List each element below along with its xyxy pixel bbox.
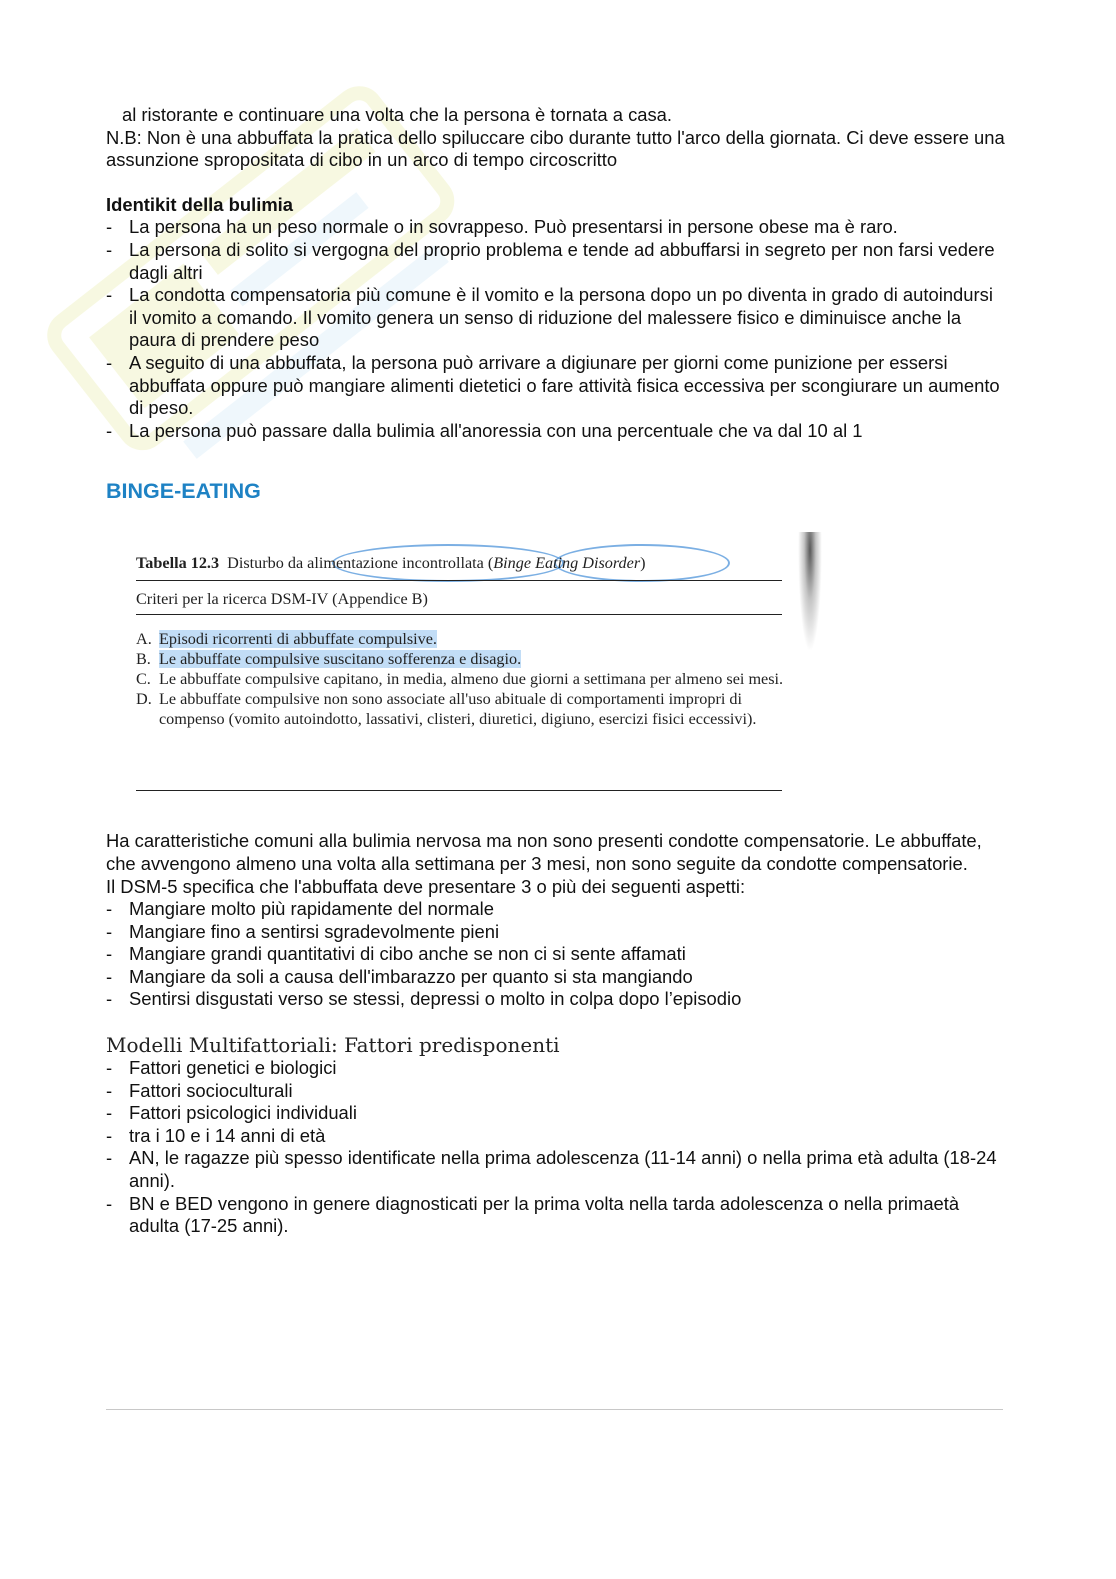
list-item: - Sentirsi disgustati verso se stessi, depressi o molto in colpa dopo l’episodio bbox=[106, 988, 1006, 1011]
list-item: - tra i 10 e i 14 anni di età bbox=[106, 1125, 1006, 1148]
list-item: - Mangiare fino a sentirsi sgradevolmente pieni bbox=[106, 921, 1006, 944]
intro-line-1: al ristorante e continuare una volta che la persona è tornata a casa. bbox=[122, 104, 673, 125]
list-item: - La condotta compensatoria più comune è il vomito e la persona dopo un po diventa in grado di autoindursi il vomito a comando. Il vomito genera un senso di riduzione del malessere fisico e diminuisce anche la paura di prendere peso bbox=[106, 284, 1006, 352]
models-heading: Modelli Multifattoriali: Fattori predisponenti bbox=[106, 1033, 560, 1058]
list-item: - Fattori genetici e biologici bbox=[106, 1057, 1006, 1080]
list-item: - La persona può passare dalla bulimia all'anoressia con una percentuale che va dal 10 al 1 bbox=[106, 420, 1006, 443]
criterion-c: C. Le abbuffate compulsive capitano, in media, almeno due giorni a settimana per almeno sei mesi. bbox=[136, 670, 784, 689]
binge-eating-heading: BINGE-EATING bbox=[106, 479, 261, 504]
list-item: - Mangiare da soli a causa dell'imbarazzo per quanto si sta mangiando bbox=[106, 966, 1006, 989]
binge-paragraph: Ha caratteristiche comuni alla bulimia nervosa ma non sono presenti condotte compensatorie. Le abbuffate, che avvengono almeno una volta alla settimana per 3 mesi, non sono seguite da condotte compensatorie. bbox=[106, 830, 982, 874]
list-item: - AN, le ragazze più spesso identificate nella prima adolescenza (11-14 anni) o nella prima età adulta (18-24 anni). bbox=[106, 1147, 1006, 1192]
criterion-d: D. Le abbuffate compulsive non sono associate all'uso abituale di comportamenti impropri di compenso (vomito autoindotto, lassativi, clisteri, diuretici, digiuno, esercizi fisici eccessivi). bbox=[136, 690, 757, 729]
list-item: - BN e BED vengono in genere diagnosticati per la prima volta nella tarda adolescenza o nella primaetà adulta (17-25 anni). bbox=[106, 1193, 1006, 1238]
models-list bbox=[106, 1057, 1006, 1238]
scan-rule bbox=[136, 790, 782, 791]
criteria-list bbox=[136, 629, 786, 729]
identikit-heading: Identikit della bulimia bbox=[106, 193, 294, 215]
list-item: - La persona ha un peso normale o in sovrappeso. Può presentarsi in persone obese ma è raro. bbox=[106, 216, 1006, 239]
list-item: - Fattori socioculturali bbox=[106, 1080, 1006, 1103]
intro-note: N.B: Non è una abbuffata la pratica dello spiluccare cibo durante tutto l'arco della giornata. Ci deve essere una assunzione spropositata di cibo in un arco di tempo circoscritto bbox=[106, 126, 1005, 171]
scan-table-label: Tabella 12.3 bbox=[136, 554, 220, 573]
document-body bbox=[106, 104, 1006, 1238]
list-item: - Fattori psicologici individuali bbox=[106, 1102, 1006, 1125]
dsm5-list bbox=[106, 898, 1006, 1011]
scan-table-subtitle: Criteri per la ricerca DSM-IV (Appendice B) bbox=[136, 590, 428, 609]
criterion-b: B. Le abbuffate compulsive suscitano sofferenza e disagio. bbox=[136, 650, 522, 669]
scan-rule bbox=[136, 614, 782, 615]
list-item: - Mangiare grandi quantitativi di cibo anche se non ci si sente affamati bbox=[106, 943, 1006, 966]
identikit-list bbox=[106, 216, 1006, 442]
scanned-table-image bbox=[136, 532, 816, 802]
scan-table-title: Tabella 12.3 Disturbo da alimentazione incontrollata (Binge Eating Disorder) bbox=[136, 554, 646, 573]
footer-divider bbox=[106, 1409, 1003, 1410]
scan-rule bbox=[136, 580, 782, 581]
list-item: - A seguito di una abbuffata, la persona può arrivare a digiunare per giorni come punizione per essersi abbuffata oppure può mangiare alimenti dietetici o fare attività fisica eccessiva per scongiurare un aumento di peso. bbox=[106, 352, 1006, 420]
scan-smudge bbox=[798, 532, 822, 652]
criterion-a: A. Episodi ricorrenti di abbuffate compulsive. bbox=[136, 630, 437, 649]
scan-table-title-text: Disturbo da alimentazione incontrollata ( bbox=[227, 554, 494, 573]
list-item: - Mangiare molto più rapidamente del normale bbox=[106, 898, 1006, 921]
scan-table-title-italic: Binge Eating Disorder bbox=[493, 554, 641, 573]
list-item: - La persona di solito si vergogna del proprio problema e tende ad abbuffarsi in segreto per non farsi vedere dagli altri bbox=[106, 239, 1006, 284]
dsm5-intro: Il DSM-5 specifica che l'abbuffata deve presentare 3 o più dei seguenti aspetti: bbox=[106, 875, 746, 897]
